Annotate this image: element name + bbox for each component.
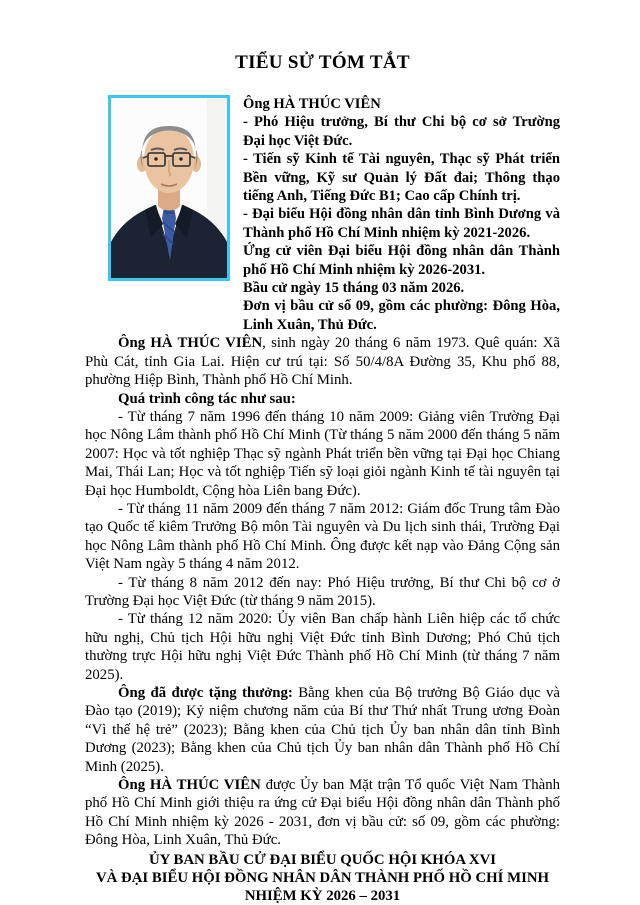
profile-header bbox=[85, 95, 560, 334]
intro-paragraph bbox=[85, 334, 560, 389]
awards-paragraph bbox=[85, 684, 560, 776]
footer-line-3: NHIỆM KỲ 2026 – 2031 bbox=[244, 888, 401, 905]
issuing-authority bbox=[85, 851, 560, 905]
career-item-4: - Từ tháng 12 năm 2020: Ủy viên Ban chấp hành Liên hiệp các tổ chức hữu nghị, Chủ tịch Hội hữu nghị Việt Đức tỉnh Bình Dương; Phó Chủ tịch thường trực Hội hữu nghị Việt Đức Thành phố Hồ Chí Minh (từ tháng 7 năm 2025). bbox=[85, 611, 560, 683]
career-item-1: - Từ tháng 7 năm 1996 đến tháng 10 năm 2009: Giảng viên Trường Đại học Nông Lâm thành phố Hồ Chí Minh (Từ tháng 5 năm 2000 đến tháng 5 năm 2007: Học và tốt nghiệp Thạc sỹ ngành Phát triển bền vững tại Đại học Chiang Mai, Thái Lan; Học và tốt nghiệp Tiến sỹ loại giỏi ngành Kinh tế tài nguyên tại Đại học Humboldt, Cộng hòa Liên bang Đức). bbox=[85, 408, 560, 499]
career-heading: Quá trình công tác như sau: bbox=[118, 390, 296, 407]
footer-line-1: ỦY BAN BẦU CỬ ĐẠI BIỂU QUỐC HỘI KHÓA XVI bbox=[148, 851, 497, 868]
profile-summary bbox=[243, 95, 560, 334]
page-title: TIỂU SỬ TÓM TẮT bbox=[235, 52, 410, 73]
career-item-3: - Từ tháng 8 năm 2012 đến nay: Phó Hiệu trưởng, Bí thư Chi bộ cơ ở Trường Đại học Việt Đức (từ tháng 9 năm 2015). bbox=[85, 574, 560, 609]
biography-body bbox=[85, 334, 560, 849]
awards-heading-bold: Ông đã được tặng thưởng: bbox=[118, 685, 293, 701]
profile-line-constituency: Đơn vị bầu cử số 09, gồm các phường: Đông Hòa, Linh Xuân, Thủ Đức. bbox=[243, 298, 560, 333]
candidate-name: Ông HÀ THÚC VIÊN bbox=[243, 96, 381, 112]
career-item-2: - Từ tháng 11 năm 2009 đến tháng 7 năm 2012: Giám đốc Trung tâm Đào tạo Quốc tế kiêm Trưởng Bộ môn Tài nguyên và Du lịch sinh thái, Trường Đại học Nông Lâm thành phố Hồ Chí Minh. Ông được kết nạp vào Đảng Cộng sản Việt Nam ngày 5 tháng 4 năm 2012. bbox=[85, 500, 560, 573]
intro-text: , sinh ngày 20 tháng 6 năm 1973. Quê quán: Xã Phù Cát, tỉnh Gia Lai. Hiện cư trú tại: Số 50/4/8A Đường 35, Khu phố 88, phường Hiệp Bình, Thành phố Hồ Chí Minh. bbox=[85, 335, 560, 389]
profile-line-position: - Phó Hiệu trưởng, Bí thư Chi bộ cơ sở Trường Đại học Việt Đức. bbox=[243, 114, 560, 149]
profile-line-delegate: - Đại biểu Hội đồng nhân dân tỉnh Bình Dương và Thành phố Hồ Chí Minh nhiệm kỳ 2021-2026. bbox=[243, 206, 560, 241]
intro-name-bold: Ông HÀ THÚC VIÊN bbox=[118, 335, 263, 352]
profile-line-election-date: Bầu cử ngày 15 tháng 03 năm 2026. bbox=[243, 280, 465, 297]
portrait-photo-icon bbox=[111, 98, 227, 278]
profile-line-candidacy: Ứng cử viên Đại biểu Hội đồng nhân dân Thành phố Hồ Chí Minh nhiệm kỳ 2026-2031. bbox=[243, 243, 560, 278]
profile-line-education: - Tiến sỹ Kinh tế Tài nguyên, Thạc sỹ Phát triển Bền vững, Kỹ sư Quản lý Đất đai; Thông thạo tiếng Anh, Tiếng Đức B1; Cao cấp Chính trị. bbox=[243, 151, 560, 205]
nomination-text: được Ủy ban Mặt trận Tổ quốc Việt Nam Thành phố Hồ Chí Minh giới thiệu ra ứng cử Đại biểu Hội đồng nhân dân Thành phố Hồ Chí Minh nhiệm kỳ 2026 - 2031, đơn vị bầu cử: số 09, gồm các phường: Đông Hòa, Linh Xuân, Thủ Đức. bbox=[85, 777, 560, 849]
footer-line-2: VÀ ĐẠI BIỂU HỘI ĐỒNG NHÂN DÂN THÀNH PHỐ HỒ CHÍ MINH bbox=[95, 870, 550, 887]
candidate-photo bbox=[108, 95, 230, 281]
nomination-name-bold: Ông HÀ THÚC VIÊN bbox=[118, 777, 261, 794]
nomination-paragraph bbox=[85, 776, 560, 850]
awards-text: Bằng khen của Bộ trưởng Bộ Giáo dục và Đào tạo (2019); Kỷ niệm chương năm của Bí thư Thứ nhất Trung ương Đoàn “Vì thế hệ trẻ” (2023); Bằng khen của Chủ tịch Ủy ban nhân dân tỉnh Bình Dương (2023); Bằng khen của Chủ tịch Ủy ban nhân dân Thành phố Hồ Chí Minh (2025). bbox=[85, 685, 560, 775]
